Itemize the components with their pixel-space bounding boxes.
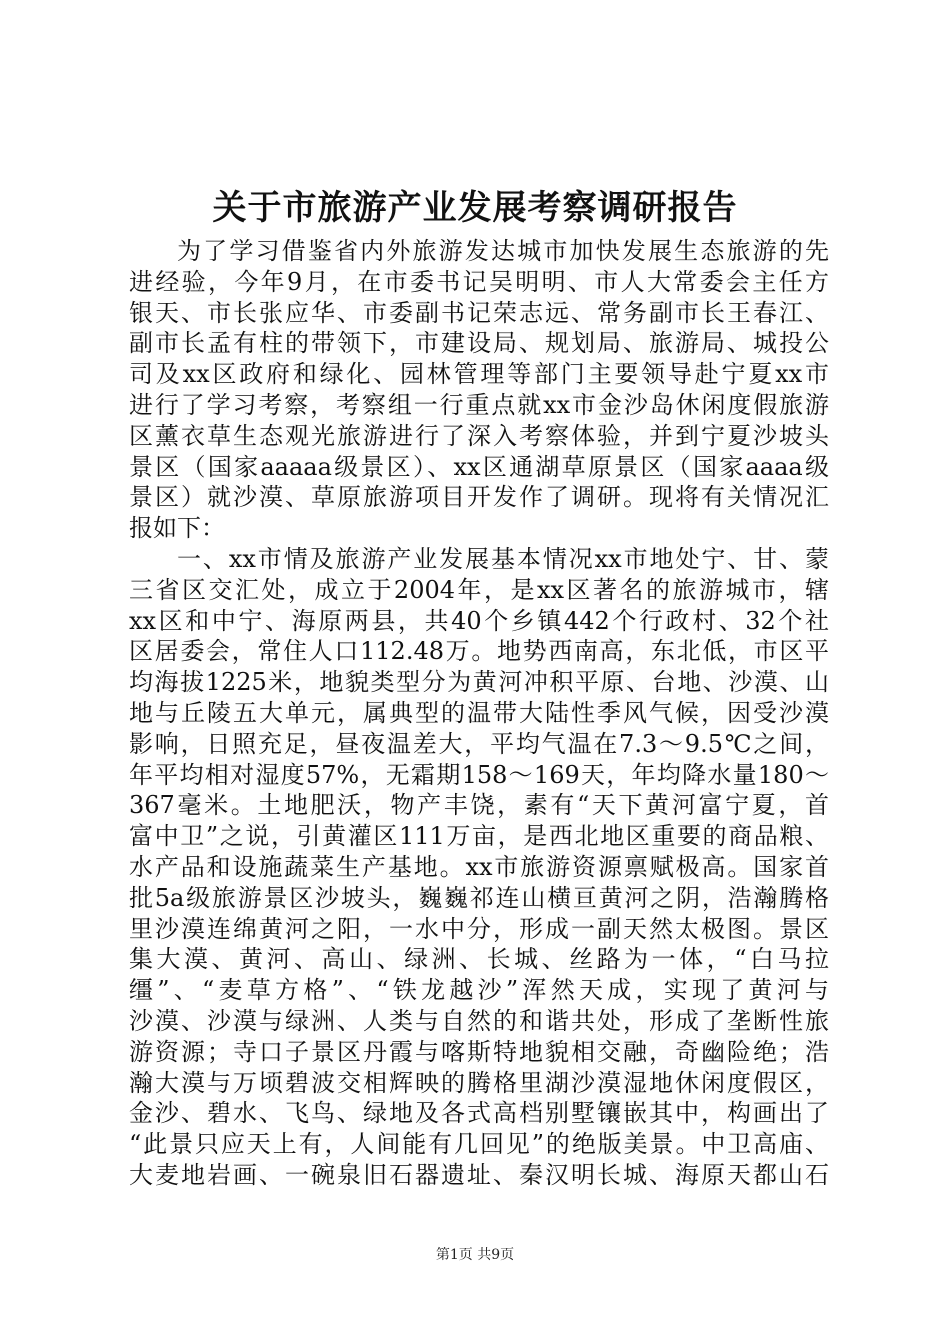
body-line: 景区（国家aaaaa级景区）、xx区通湖草原景区（国家aaaa级 [129,452,829,481]
body-line: 三省区交汇处，成立于2004年，是xx区著名的旅游城市，辖 [129,575,829,604]
body-line: 司及xx区政府和绿化、园林管理等部门主要领导赴宁夏xx市 [129,360,829,389]
body-line: 集大漠、黄河、高山、绿洲、长城、丝路为一体，“白马拉 [129,945,829,974]
body-line: 里沙漠连绵黄河之阳，一水中分，形成一副天然太极图。景区 [129,914,829,943]
body-line: 大麦地岩画、一碗泉旧石器遗址、秦汉明长城、海原天都山石 [129,1160,829,1189]
body-line: 影响，日照充足，昼夜温差大，平均气温在7.3～9.5℃之间， [129,729,829,758]
body-line: 富中卫”之说，引黄灌区111万亩，是西北地区重要的商品粮、 [129,822,829,851]
body-line: 进经验，今年9月，在市委书记吴明明、市人大常委会主任方 [129,267,829,296]
page-number-footer: 第1页 共9页 [435,1247,515,1263]
body-line: 金沙、碧水、飞鸟、绿地及各式高档别墅镶嵌其中，构画出了 [129,1099,829,1128]
body-line: 367毫米。土地肥沃，物产丰饶，素有“天下黄河富宁夏，首 [129,791,829,820]
body-line: 批5a级旅游景区沙坡头，巍巍祁连山横亘黄河之阴，浩瀚腾格 [129,883,829,912]
body-line: 银天、市长张应华、市委副书记荣志远、常务副市长王春江、 [129,298,829,327]
body-line: 一、xx市情及旅游产业发展基本情况xx市地处宁、甘、蒙 [177,544,829,573]
body-line: 为了学习借鉴省内外旅游发达城市加快发展生态旅游的先 [177,237,829,265]
body-line: “此景只应天上有，人间能有几回见”的绝版美景。中卫高庙、 [129,1130,829,1159]
body-line: 瀚大漠与万顷碧波交相辉映的腾格里湖沙漠湿地休闲度假区， [129,1068,829,1097]
body-line: 缰”、“麦草方格”、“铁龙越沙”浑然天成，实现了黄河与 [129,976,829,1005]
body-line: xx区和中宁、海原两县，共40个乡镇442个行政村、32个社 [129,606,829,635]
body-line: 区薰衣草生态观光旅游进行了深入考察体验，并到宁夏沙坡头 [129,421,829,450]
body-line: 水产品和设施蔬菜生产基地。xx市旅游资源禀赋极高。国家首 [129,852,829,881]
body-line: 地与丘陵五大单元，属典型的温带大陆性季风气候，因受沙漠 [129,698,829,727]
body-line: 年平均相对湿度57%，无霜期158～169天，年均降水量180～ [129,760,829,789]
body-line: 区居委会，常住人口112.48万。地势西南高，东北低，市区平 [129,637,829,666]
body-line: 游资源；寺口子景区丹霞与喀斯特地貌相交融，奇幽险绝；浩 [129,1037,829,1066]
document-body [129,236,829,1191]
body-line: 进行了学习考察，考察组一行重点就xx市金沙岛休闲度假旅游 [129,390,829,419]
document-title: 关于市旅游产业发展考察调研报告 [212,188,738,228]
body-line: 报如下： [129,514,225,543]
body-line: 副市长孟有柱的带领下，市建设局、规划局、旅游局、城投公 [129,329,829,358]
body-line: 景区）就沙漠、草原旅游项目开发作了调研。现将有关情况汇 [129,483,829,512]
body-line: 沙漠、沙漠与绿洲、人类与自然的和谐共处，形成了垄断性旅 [129,1006,829,1035]
body-line: 均海拔1225米，地貌类型分为黄河冲积平原、台地、沙漠、山 [129,668,829,697]
